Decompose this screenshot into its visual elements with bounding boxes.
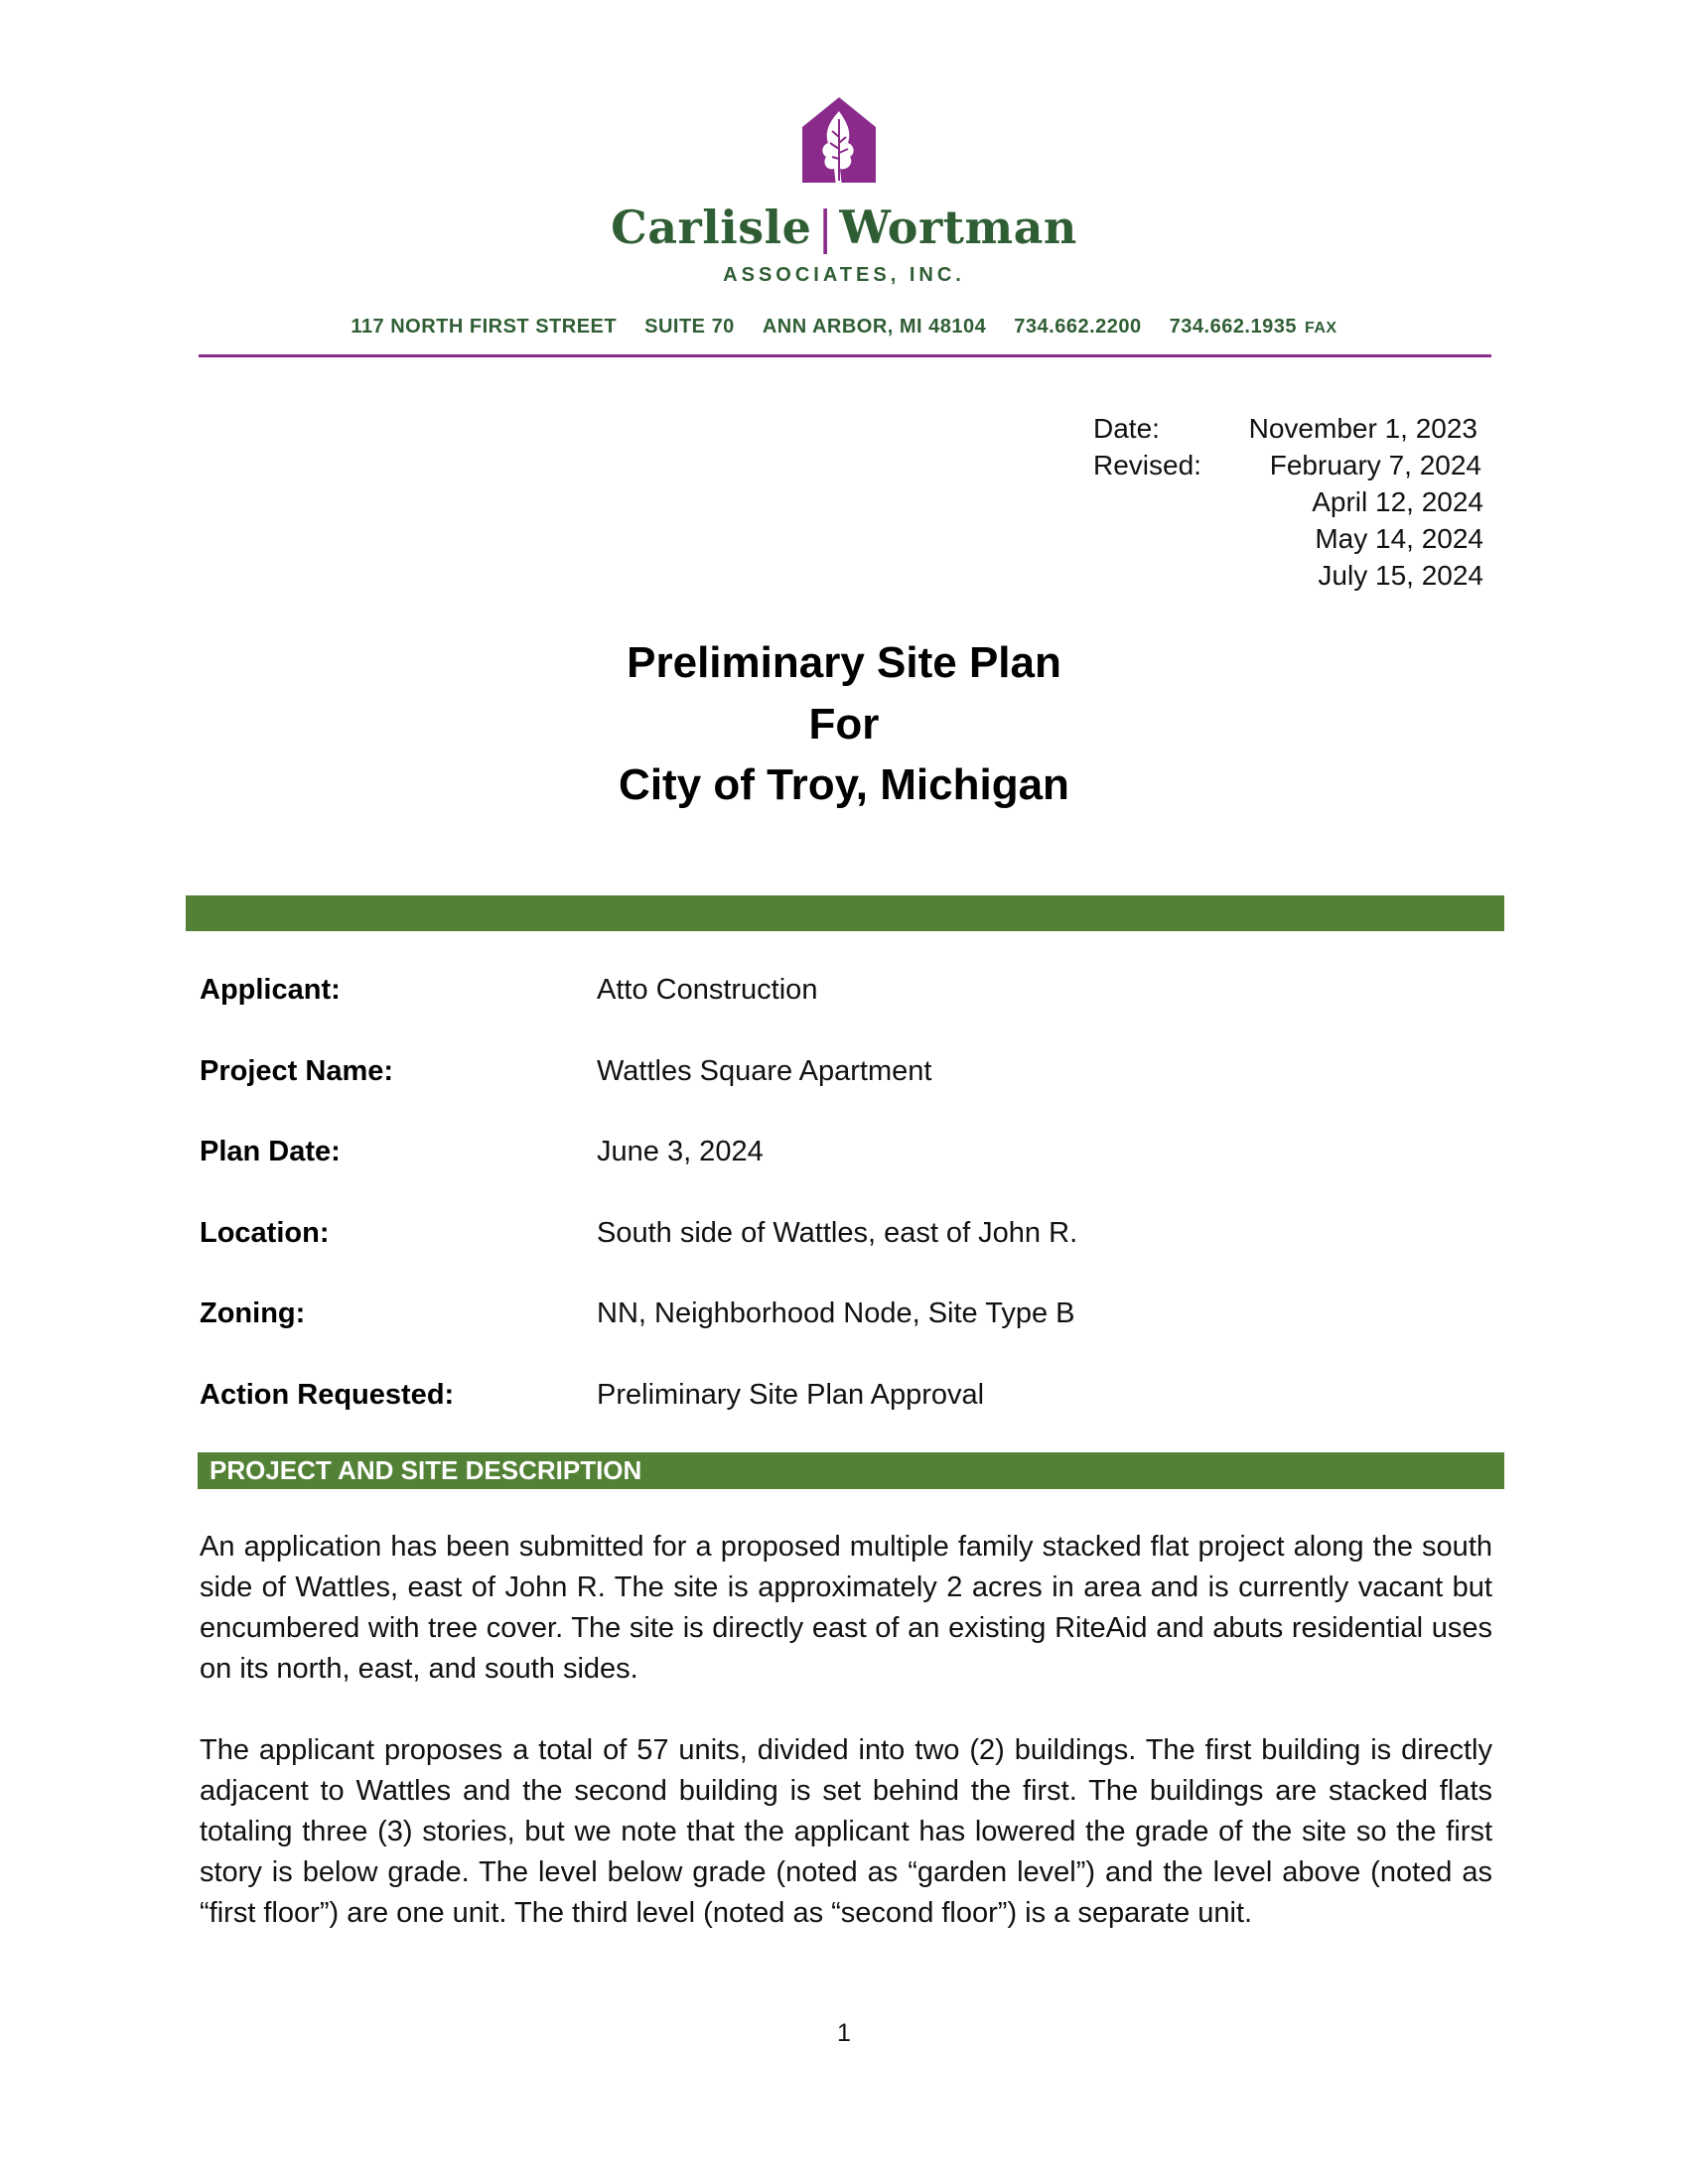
- letterhead-address: [199, 316, 1489, 339]
- address-street: 117 NORTH FIRST STREET: [351, 316, 618, 338]
- info-value-plan-date: June 3, 2024: [597, 1136, 764, 1167]
- title-divider-band: [186, 895, 1504, 931]
- info-value-location: South side of Wattles, east of John R.: [597, 1217, 1078, 1249]
- revision-date: July 15, 2024: [1318, 560, 1483, 591]
- address-fax-number: 734.662.1935: [1169, 316, 1297, 338]
- date-value: November 1, 2023: [1248, 413, 1477, 444]
- house-with-oak-leaf-icon: [802, 97, 876, 189]
- brand-subtitle: ASSOCIATES, INC.: [723, 264, 965, 286]
- revision-date: April 12, 2024: [1312, 486, 1483, 517]
- brand-name: [0, 201, 1688, 254]
- info-label-location: Location:: [200, 1217, 330, 1249]
- revised-label: Revised:: [1093, 450, 1201, 480]
- document-title-city: City of Troy, Michigan: [619, 760, 1069, 809]
- info-label-applicant: Applicant:: [200, 974, 341, 1006]
- description-paragraph: The applicant proposes a total of 57 units, divided into two (2) buildings. The first building is directly adjacent to Wattles and the second building is set behind the first. The buildings are stacked flats totaling three (3) stories, but we note that the applicant has lowered the grade of the site so the first story is below grade. The level below grade (noted as “garden level”) and the level above (noted as “first floor”) are one unit. The third level (noted as “second floor”) is a separate unit.: [200, 1734, 1492, 1929]
- brand-separator: |: [817, 201, 834, 254]
- brand-name-left: Carlisle: [611, 201, 812, 254]
- info-value-zoning: NN, Neighborhood Node, Site Type B: [597, 1297, 1075, 1329]
- document-title-for: For: [808, 700, 880, 749]
- info-label-plan-date: Plan Date:: [200, 1136, 341, 1167]
- address-suite: SUITE 70: [644, 316, 735, 338]
- page-number: 1: [837, 2019, 851, 2047]
- info-value-applicant: Atto Construction: [597, 974, 818, 1006]
- info-label-project-name: Project Name:: [200, 1055, 394, 1087]
- address-fax-label: FAX: [1304, 320, 1337, 337]
- info-label-action-requested: Action Requested:: [200, 1379, 455, 1411]
- info-value-project-name: Wattles Square Apartment: [597, 1055, 932, 1087]
- brand-name-right: Wortman: [839, 201, 1077, 254]
- address-phone: 734.662.2200: [1014, 316, 1142, 338]
- document-title: Preliminary Site Plan: [627, 638, 1061, 687]
- info-value-action-requested: Preliminary Site Plan Approval: [597, 1379, 985, 1411]
- letterhead-divider: [199, 354, 1491, 357]
- info-label-zoning: Zoning:: [200, 1297, 306, 1329]
- address-city: ANN ARBOR, MI 48104: [762, 316, 987, 338]
- revision-date: May 14, 2024: [1315, 523, 1483, 554]
- revision-date: February 7, 2024: [1269, 450, 1481, 480]
- date-label: Date:: [1093, 413, 1160, 444]
- section-heading: PROJECT AND SITE DESCRIPTION: [210, 1455, 642, 1485]
- description-paragraph: An application has been submitted for a proposed multiple family stacked flat project along the south side of Wattles, east of John R. The site is approximately 2 acres in area and is currently vacant but encumbered with tree cover. The site is directly east of an existing RiteAid and abuts residential uses on its north, east, and south sides.: [200, 1531, 1492, 1685]
